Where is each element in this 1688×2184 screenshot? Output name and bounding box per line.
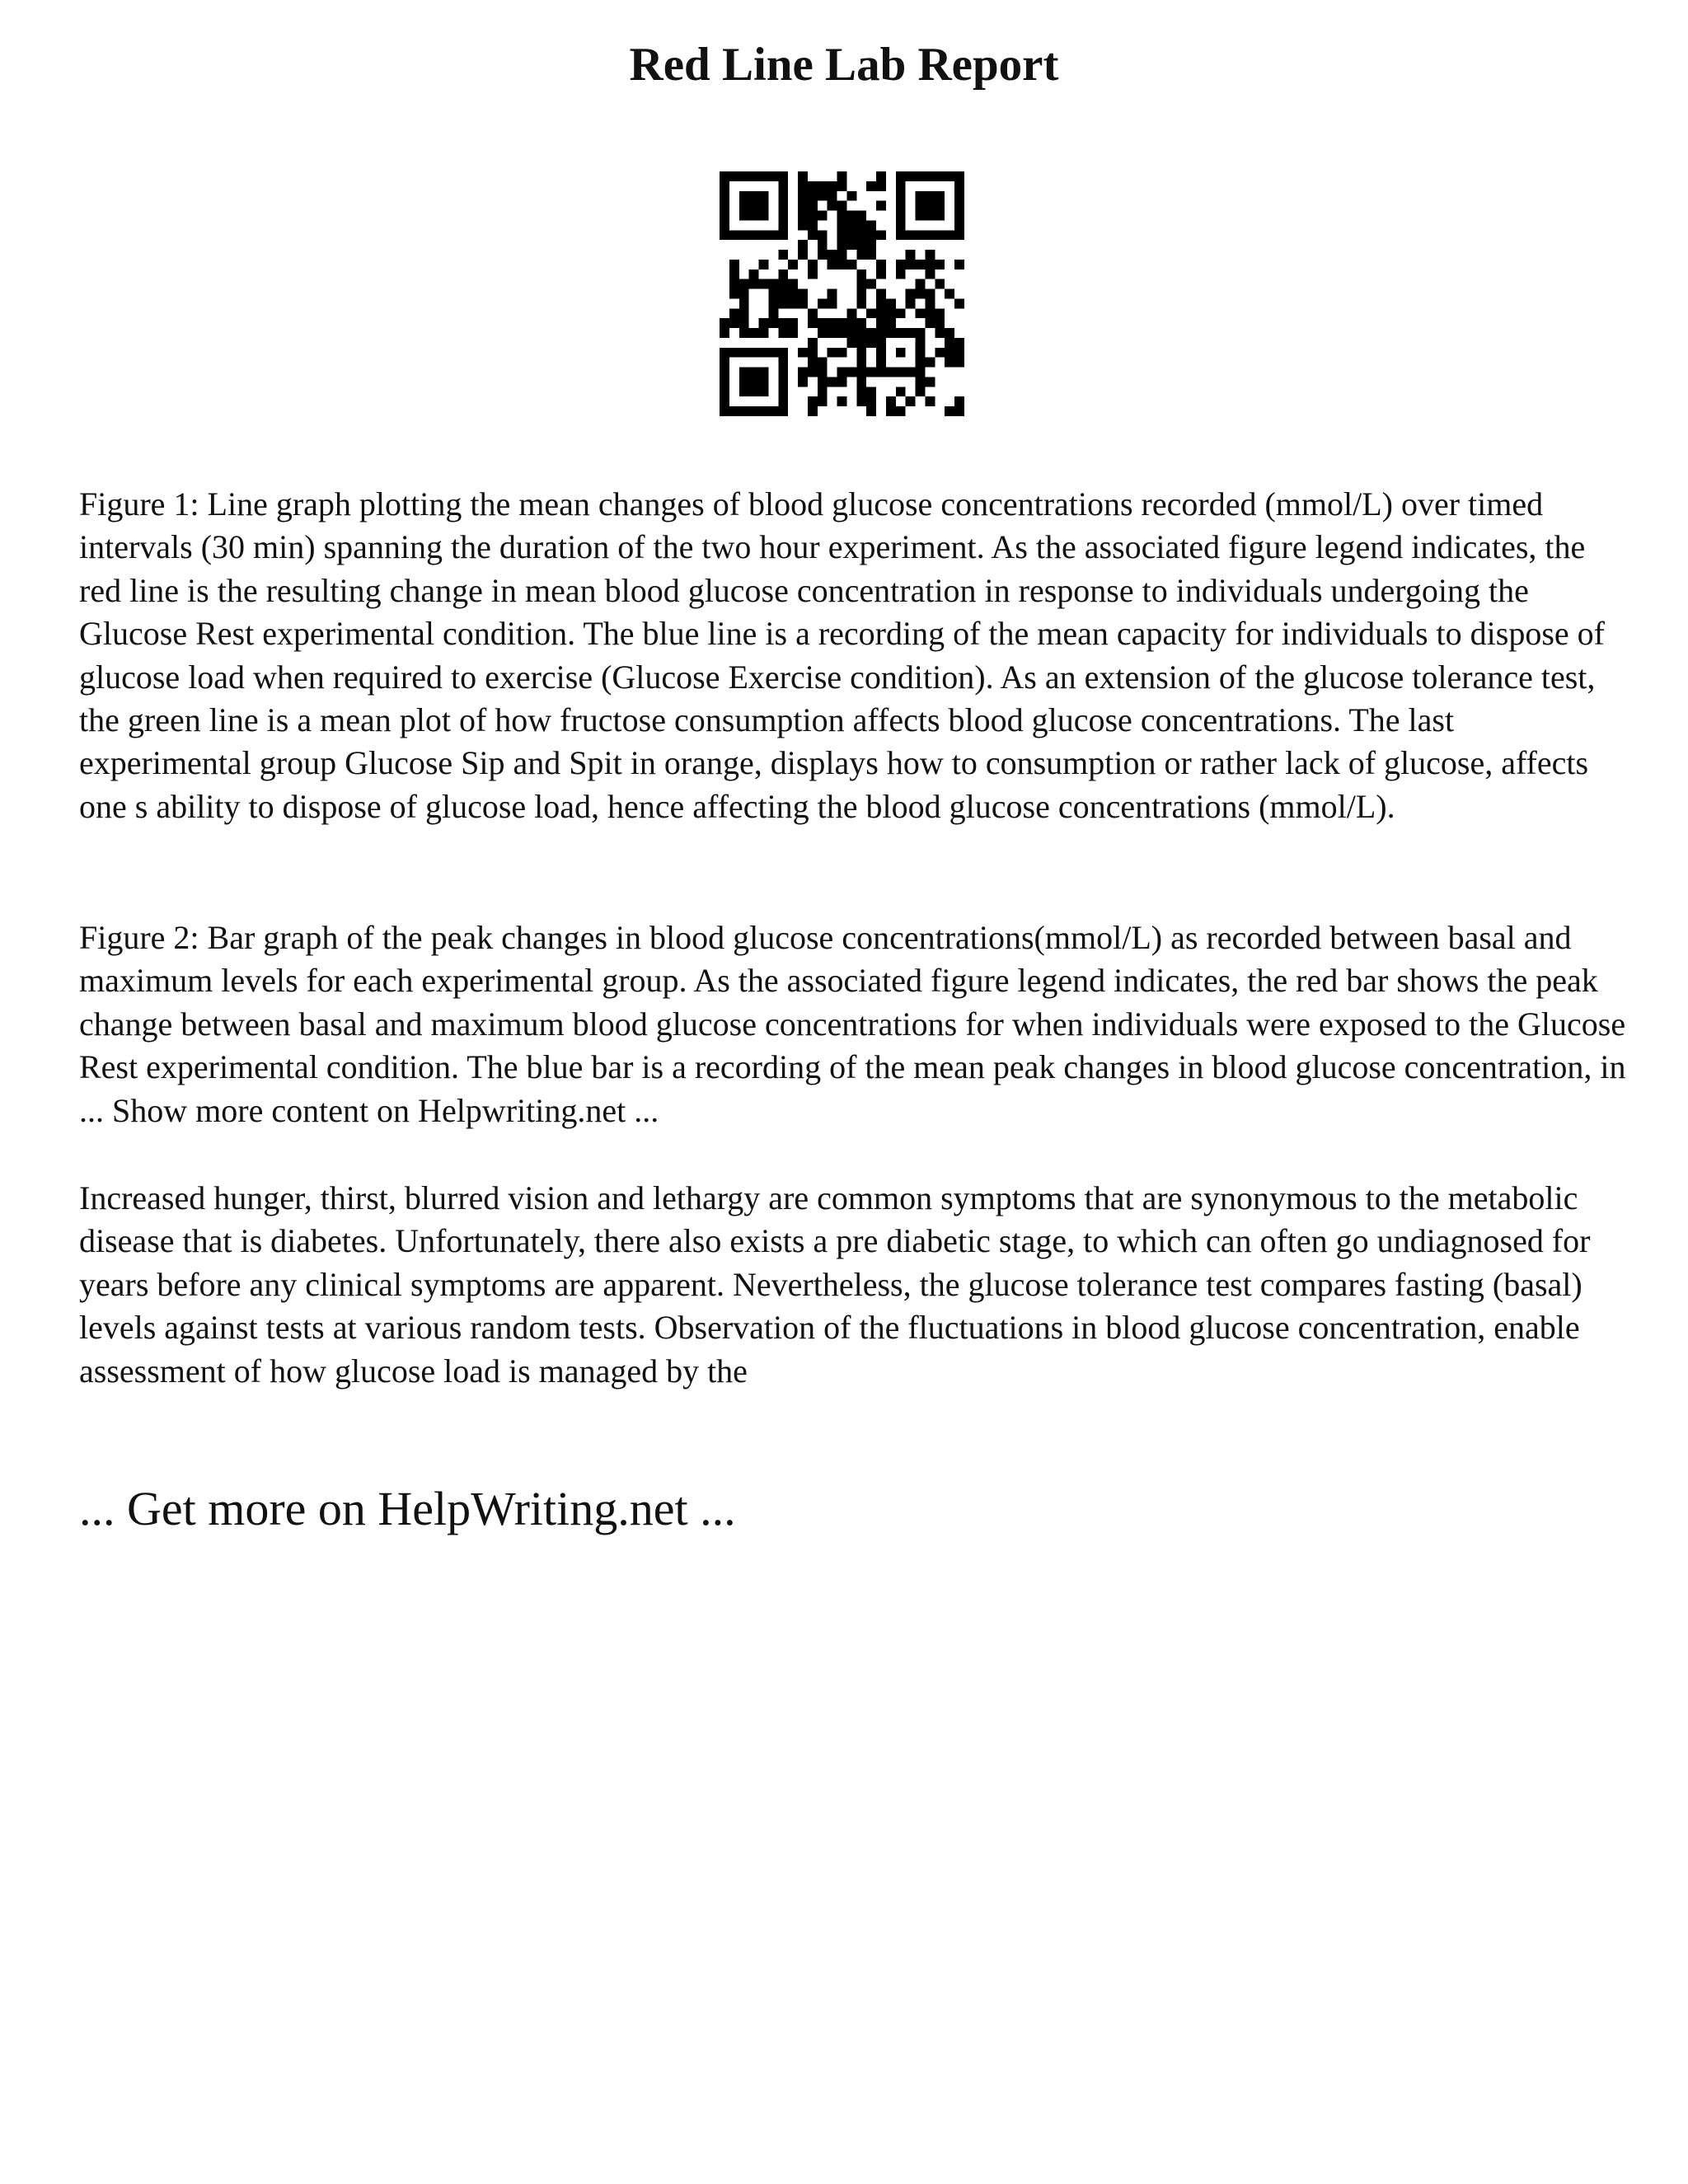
qr-code-icon bbox=[720, 171, 964, 416]
page-title: Red Line Lab Report bbox=[629, 39, 1059, 91]
intro-paragraph: Increased hunger, thirst, blurred vision and lethargy are common symptoms that are synonymous to the metabolic disease that is diabetes. Unfortunately, there also exists a pre diabetic stage, to which can often go undiagnosed for years before any clinical symptoms are apparent. Nevertheless, the glucose tolerance test compares fasting (basal) levels against tests at various random tests. Observation of the fluctuations in blood glucose concentration, enable assessment of how glucose load is managed by the bbox=[79, 1179, 1591, 1390]
figure-1-paragraph: Figure 1: Line graph plotting the mean changes of blood glucose concentrations recorded (mmol/L) over timed intervals (30 min) spanning the duration of the two hour experiment. As the associated figure legend indicates, the red line is the resulting change in mean blood glucose concentration in response to individuals undergoing the Glucose Rest experimental condition. The blue line is a recording of the mean capacity for individuals to dispose of glucose load when required to exercise (Glucose Exercise condition). As an extension of the glucose tolerance test, the green line is a mean plot of how fructose consumption affects blood glucose concentrations. The last experimental group Glucose Sip and Spit in orange, displays how to consumption or rather lack of glucose, affects one s ability to dispose of glucose load, hence affecting the blood glucose concentrations (mmol/L). bbox=[79, 485, 1605, 825]
figure-2-paragraph: Figure 2: Bar graph of the peak changes in blood glucose concentrations(mmol/L) as recorded between basal and maximum levels for each experimental group. As the associated figure legend indicates, the red bar shows the peak change between basal and maximum blood glucose concentrations for when individuals were exposed to the Glucose Rest experimental condition. The blue bar is a recording of the mean peak changes in blood glucose concentration, in ... Show more content on Helpwriting.net ... bbox=[79, 919, 1626, 1129]
get-more-link[interactable]: ... Get more on HelpWriting.net ... bbox=[79, 1482, 736, 1535]
